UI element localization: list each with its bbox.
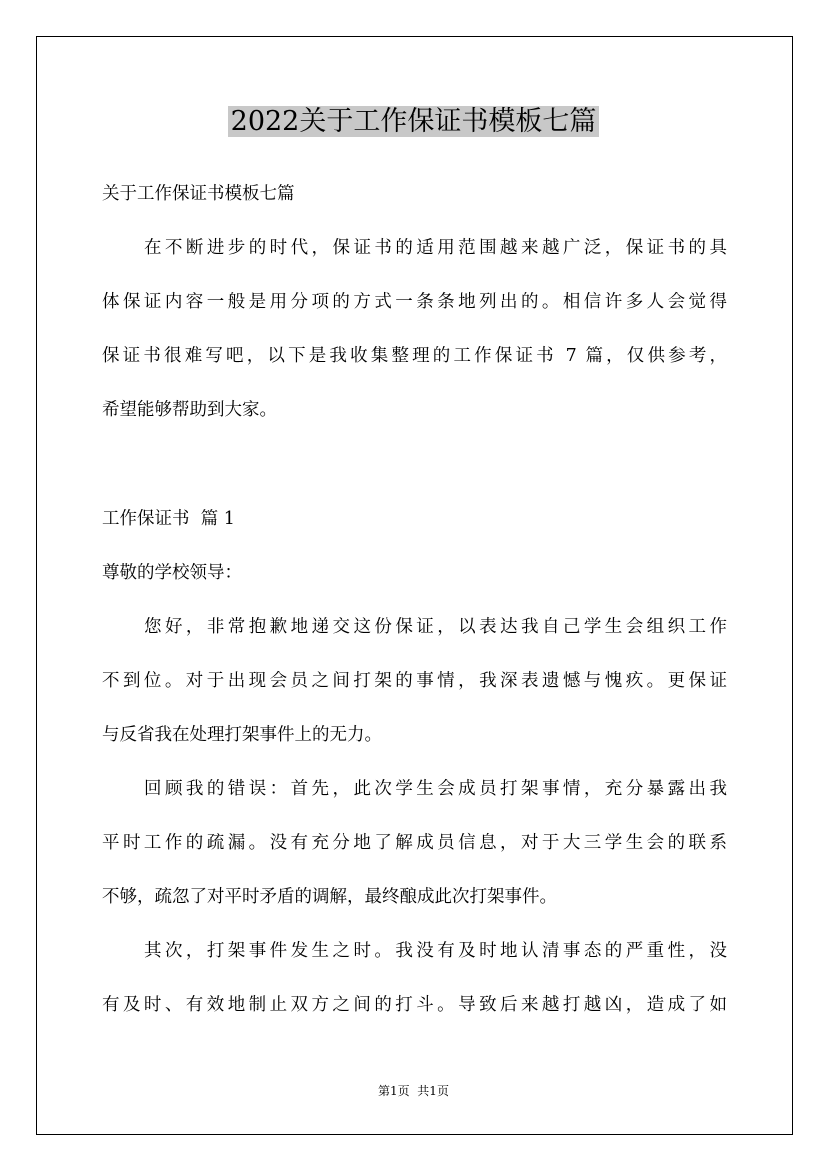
paragraph-line: 不够，疏忽了对平时矛盾的调解，最终酿成此次打架事件。	[102, 887, 557, 907]
paragraph-line: 您好，非常抱歉地递交这份保证，以表达我自己学生会组织工作	[144, 617, 727, 637]
paragraph-line: 不到位。对于出现会员之间打架的事情，我深表遗憾与愧疚。更保证	[102, 671, 727, 691]
intro-line: 在不断进步的时代，保证书的适用范围越来越广泛，保证书的具	[144, 238, 727, 258]
page-number-label: 第1页 共1页	[378, 1084, 449, 1098]
document-subtitle: 关于工作保证书模板七篇	[102, 184, 295, 204]
salutation: 尊敬的学校领导：	[102, 563, 242, 583]
intro-line: 保证书很难写吧，以下是我收集整理的工作保证书 7 篇，仅供参考，	[102, 346, 727, 366]
intro-line: 体保证内容一般是用分项的方式一条条地列出的。相信许多人会觉得	[102, 292, 727, 312]
document-title-text: 2022关于工作保证书模板七篇	[228, 106, 600, 137]
page-footer	[0, 1082, 827, 1100]
paragraph-line: 其次，打架事件发生之时。我没有及时地认清事态的严重性，没	[144, 941, 727, 961]
section-heading: 工作保证书 篇 1	[102, 509, 235, 529]
intro-line: 希望能够帮助到大家。	[102, 400, 277, 420]
paragraph-line: 平时工作的疏漏。没有充分地了解成员信息，对于大三学生会的联系	[102, 833, 727, 853]
paragraph-line: 回顾我的错误：首先，此次学生会成员打架事情，充分暴露出我	[144, 779, 727, 799]
paragraph-line: 有及时、有效地制止双方之间的打斗。导致后来越打越凶，造成了如	[102, 995, 727, 1015]
document-title	[0, 102, 827, 142]
paragraph-line: 与反省我在处理打架事件上的无力。	[102, 725, 382, 745]
